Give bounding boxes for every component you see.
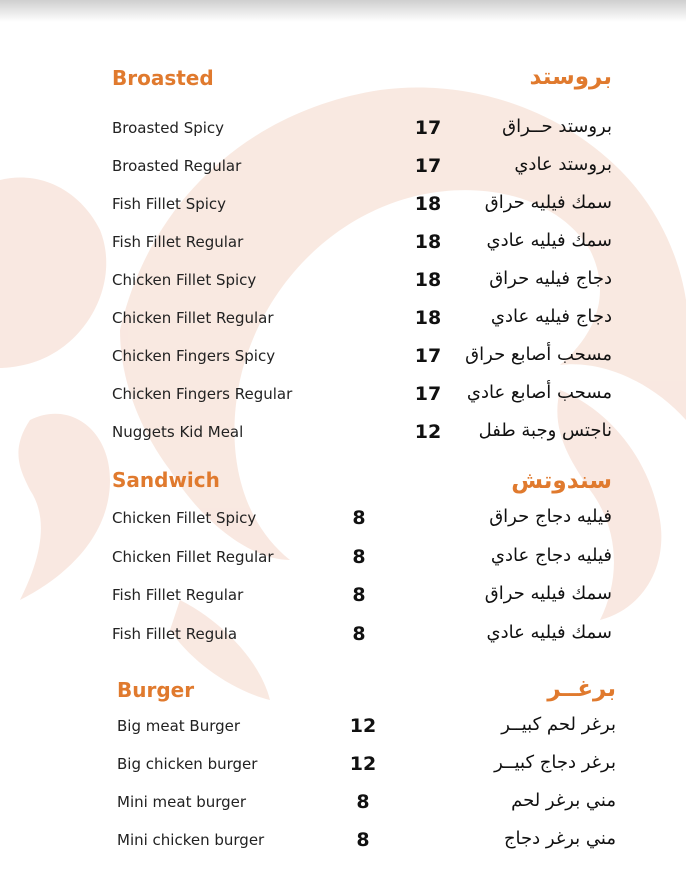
item-name-ar: سمك فيليه عادي (486, 621, 612, 643)
item-name-ar: سمك فيليه عادي (486, 230, 612, 251)
item-price: 8 (356, 791, 370, 813)
item-price: 18 (414, 269, 442, 291)
item-name-en: Nuggets Kid Meal (112, 423, 244, 441)
menu-item-row (0, 543, 686, 573)
menu-item-row (0, 304, 686, 334)
item-price: 8 (352, 584, 366, 606)
item-price: 8 (352, 507, 366, 529)
menu-item-row (0, 826, 686, 856)
item-name-en: Big chicken burger (117, 755, 258, 773)
section-title-en: Sandwich (112, 468, 220, 492)
item-name-en: Mini meat burger (117, 793, 247, 811)
item-price: 18 (414, 307, 442, 329)
item-price: 12 (349, 715, 377, 737)
menu-item-row (0, 750, 686, 780)
menu-item-row (0, 266, 686, 296)
item-name-ar: فيليه دجاج حراق (489, 506, 612, 527)
item-name-en: Fish Fillet Spicy (112, 195, 227, 213)
item-name-ar: دجاج فيليه عادي (490, 306, 612, 327)
item-price: 17 (414, 155, 442, 177)
item-price: 17 (414, 383, 442, 405)
section-title-ar: سندوتش (511, 468, 612, 494)
menu-item-row (0, 152, 686, 182)
item-name-en: Fish Fillet Regular (112, 233, 244, 251)
section-title-ar: بروستد (529, 64, 612, 90)
menu-item-row (0, 581, 686, 611)
item-name-ar: فيليه دجاج عادي (490, 544, 612, 566)
menu-item-row (0, 114, 686, 144)
menu-item-row (0, 418, 686, 448)
menu-item-row (0, 504, 686, 534)
item-price: 12 (414, 421, 442, 443)
item-name-en: Chicken Fillet Regular (112, 547, 274, 566)
item-name-en: Fish Fillet Regular (112, 586, 244, 604)
item-name-en: Chicken Fingers Regular (112, 385, 293, 403)
item-name-en: Fish Fillet Regula (112, 624, 238, 643)
menu-item-row (0, 380, 686, 410)
item-name-en: Chicken Fillet Spicy (112, 271, 257, 289)
item-name-en: Chicken Fillet Regular (112, 309, 274, 327)
item-name-ar: برغر لحم كبيــر (501, 714, 616, 735)
menu-item-row (0, 712, 686, 742)
menu-item-row (0, 228, 686, 258)
menu-item-row (0, 190, 686, 220)
item-name-ar: سمك فيليه حراق (484, 583, 612, 604)
item-price: 8 (356, 829, 370, 851)
item-price: 8 (352, 545, 366, 568)
menu-item-row (0, 620, 686, 650)
item-name-ar: برغر دجاج كبيــر (494, 752, 616, 773)
item-name-ar: مسحب أصابع حراق (465, 344, 612, 365)
item-name-ar: مني برغر لحم (511, 790, 616, 811)
item-price: 17 (414, 345, 442, 367)
item-name-ar: مسحب أصابع عادي (466, 382, 612, 403)
item-price: 17 (414, 117, 442, 139)
item-name-ar: سمك فيليه حراق (484, 192, 612, 213)
item-name-en: Broasted Regular (112, 157, 242, 175)
item-price: 12 (349, 753, 377, 775)
item-name-ar: بروستد عادي (514, 154, 612, 175)
item-name-ar: بروستد حــراق (502, 116, 612, 137)
item-price: 18 (414, 231, 442, 253)
item-name-ar: ناجتس وجبة طفل (478, 420, 612, 441)
item-price: 8 (352, 622, 366, 645)
menu-item-row (0, 342, 686, 372)
item-name-ar: دجاج فيليه حراق (489, 268, 612, 289)
section-title-en: Broasted (112, 66, 214, 90)
item-name-ar: مني برغر دجاج (503, 828, 616, 849)
menu-item-row (0, 788, 686, 818)
item-name-en: Mini chicken burger (117, 831, 265, 849)
item-name-en: Chicken Fillet Spicy (112, 509, 257, 527)
item-name-en: Broasted Spicy (112, 119, 225, 137)
item-name-en: Big meat Burger (117, 717, 241, 735)
section-title-ar: برغــر (547, 676, 616, 702)
item-price: 18 (414, 193, 442, 215)
item-name-en: Chicken Fingers Spicy (112, 347, 276, 365)
section-title-en: Burger (117, 678, 195, 702)
